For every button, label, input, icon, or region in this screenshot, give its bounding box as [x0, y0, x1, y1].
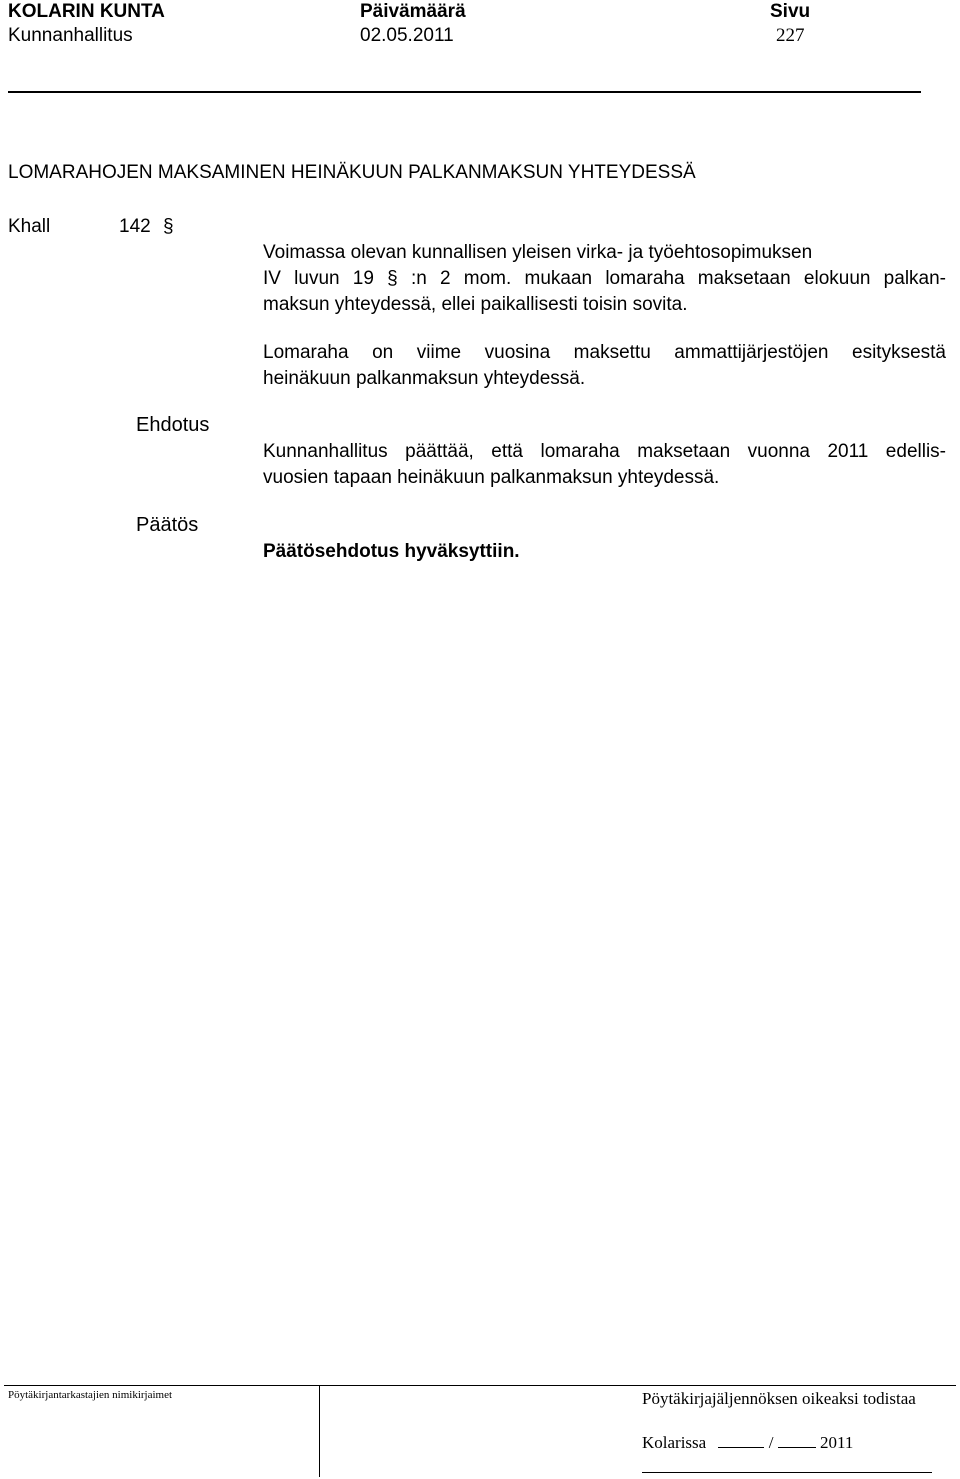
section-mark: §: [163, 216, 174, 237]
organization-name: KOLARIN KUNTA: [8, 1, 165, 22]
section-number: 142: [119, 216, 151, 237]
date-separator: /: [768, 1433, 774, 1452]
certification-label: Pöytäkirjajäljennöksen oikeaksi todistaa: [642, 1389, 916, 1408]
date-value: 02.05.2011: [360, 25, 454, 46]
decision-label: Päätös: [136, 514, 199, 536]
footer-top-rule: [4, 1385, 956, 1386]
signature-line: [642, 1472, 932, 1473]
date-label: Päivämäärä: [360, 1, 466, 22]
proposal-text: [263, 439, 946, 491]
paragraph-background: [263, 240, 946, 318]
governing-body: Kunnanhallitus: [8, 25, 133, 46]
place-label: Kolarissa: [642, 1433, 707, 1452]
document-title: LOMARAHOJEN MAKSAMINEN HEINÄKUUN PALKANMAKSUN YHTEYDESSÄ: [8, 162, 696, 183]
paragraph-history: [263, 340, 946, 392]
section-ref-label: Khall: [8, 216, 51, 237]
month-blank: [778, 1433, 816, 1448]
page-label: Sivu: [770, 1, 811, 22]
checkers-label: Pöytäkirjantarkastajien nimikirjaimet: [8, 1389, 173, 1401]
footer-column-divider: [319, 1385, 320, 1477]
day-blank: [718, 1433, 764, 1448]
paragraph-line: IV luvun 19 § :n 2 mom. mukaan lomaraha maksetaan elokuun palkan-: [263, 268, 946, 289]
page-number: 227: [776, 25, 805, 46]
certification-year: 2011: [819, 1433, 854, 1452]
header-divider: [8, 91, 921, 93]
decision-text: Päätösehdotus hyväksyttiin.: [263, 541, 520, 562]
paragraph-line: heinäkuun palkanmaksun yhteydessä.: [263, 368, 586, 389]
proposal-line: Kunnanhallitus päättää, että lomaraha maksetaan vuonna 2011 edellis-: [263, 441, 946, 462]
paragraph-line: Lomaraha on viime vuosina maksettu ammattijärjestöjen esityksestä: [263, 342, 946, 363]
proposal-line: vuosien tapaan heinäkuun palkanmaksun yhteydessä.: [263, 467, 720, 488]
certification-date-line: [642, 1433, 853, 1453]
section-ref: [8, 216, 174, 238]
proposal-label: Ehdotus: [136, 414, 210, 436]
paragraph-line: Voimassa olevan kunnallisen yleisen virka- ja työehtosopimuksen: [263, 242, 813, 263]
paragraph-line: maksun yhteydessä, ellei paikallisesti toisin sovita.: [263, 294, 688, 315]
